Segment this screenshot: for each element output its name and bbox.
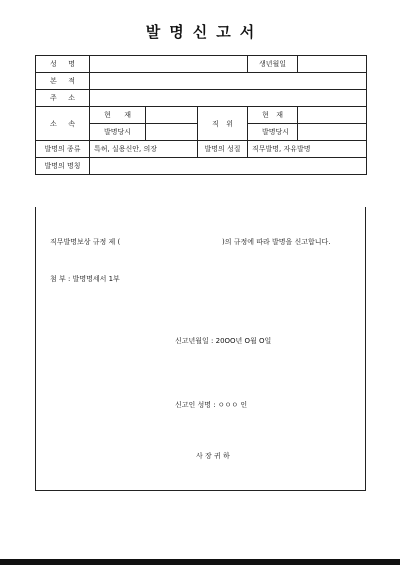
position-current-label: 현 재 bbox=[248, 107, 298, 124]
position-at-invention-field[interactable] bbox=[298, 124, 367, 141]
statement-suffix: )의 규정에 따라 발명을 신고합니다. bbox=[222, 238, 331, 246]
invention-nature-value[interactable]: 직무발명, 자유발명 bbox=[248, 141, 367, 158]
statement-box bbox=[35, 207, 366, 491]
report-date-line: 신고년월일 : 20OO년 O월 O일 bbox=[175, 337, 272, 345]
affiliation-current-field[interactable] bbox=[146, 107, 198, 124]
birth-date-field[interactable] bbox=[298, 56, 367, 73]
domicile-field[interactable] bbox=[90, 73, 367, 90]
form-table bbox=[35, 55, 367, 175]
name-label: 성 명 bbox=[36, 56, 90, 73]
affiliation-at-invention-field[interactable] bbox=[146, 124, 198, 141]
invention-nature-label: 발명의 성질 bbox=[198, 141, 248, 158]
position-current-field[interactable] bbox=[298, 107, 367, 124]
invention-type-label: 발명의 종류 bbox=[36, 141, 90, 158]
address-field[interactable] bbox=[90, 90, 367, 107]
bottom-border bbox=[0, 559, 400, 565]
affiliation-label: 소 속 bbox=[36, 107, 90, 141]
birth-date-label: 생년월일 bbox=[248, 56, 298, 73]
domicile-label: 본 적 bbox=[36, 73, 90, 90]
affiliation-at-invention-label: 발명당시 bbox=[90, 124, 146, 141]
name-field[interactable] bbox=[90, 56, 248, 73]
document-title: 발명신고서 bbox=[145, 23, 264, 41]
invention-name-label: 발명의 명칭 bbox=[36, 158, 90, 175]
invention-type-value[interactable]: 특허, 실용신안, 의장 bbox=[90, 141, 198, 158]
position-label: 직 위 bbox=[198, 107, 248, 141]
statement-prefix: 직무발명보상 규정 제 ( bbox=[50, 238, 121, 246]
addressee-line: 사 장 귀 하 bbox=[196, 452, 230, 460]
address-label: 주 소 bbox=[36, 90, 90, 107]
reporter-line: 신고인 성명 : ㅇㅇㅇ 인 bbox=[175, 401, 248, 409]
affiliation-current-label: 현 재 bbox=[90, 107, 146, 124]
attachment-line: 첨 부 : 발명명세서 1부 bbox=[50, 275, 120, 283]
position-at-invention-label: 발명당시 bbox=[248, 124, 298, 141]
invention-name-field[interactable] bbox=[90, 158, 367, 175]
